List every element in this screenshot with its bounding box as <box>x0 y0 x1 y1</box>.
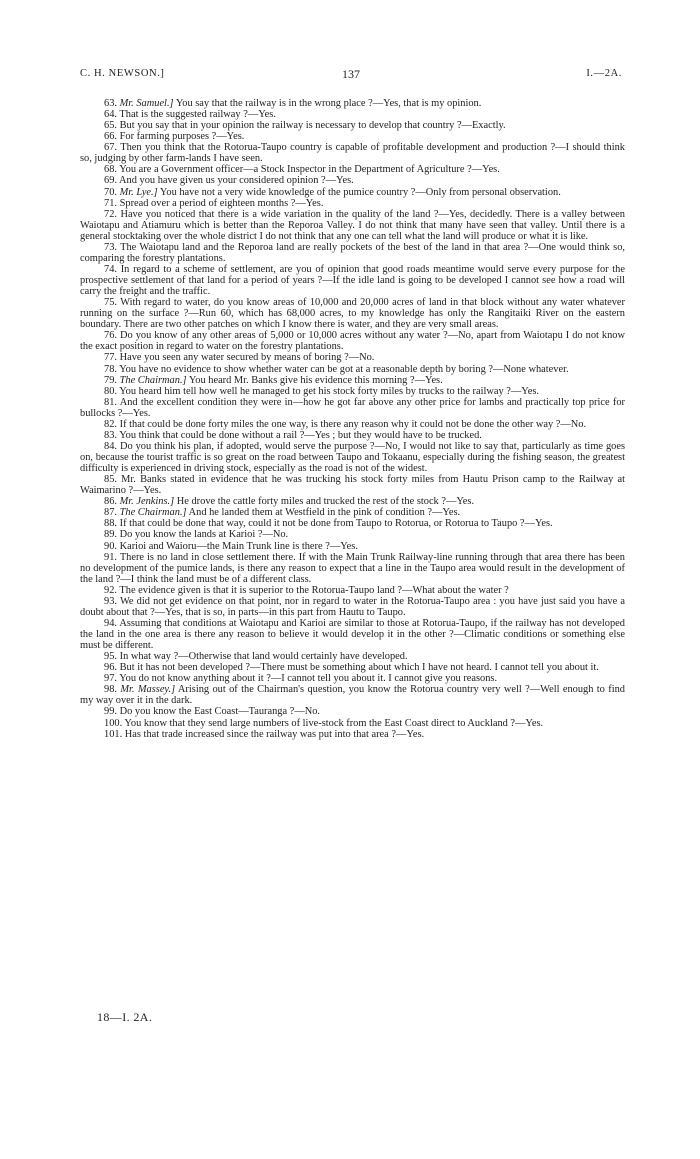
qa-text: You are a Government officer—a Stock Inspector in the Department of Agriculture ?—Yes. <box>119 164 500 176</box>
qa-entry <box>80 729 625 740</box>
qa-text: You have not a very wide knowledge of the pumice country ?—Only from personal observation. <box>159 186 561 198</box>
qa-text: Do you know the East Coast—Tauranga ?—No. <box>119 706 321 718</box>
qa-entry <box>80 706 625 717</box>
question-number: 72. <box>104 208 117 220</box>
question-number: 93. <box>104 595 117 607</box>
qa-entry <box>80 364 625 375</box>
qa-text: Do you know the lands at Karioi ?—No. <box>119 529 289 541</box>
qa-text: You heard Mr. Banks give his evidence this morning ?—Yes. <box>188 374 443 386</box>
qa-text: Spread over a period of eighteen months ?—Yes. <box>119 197 324 209</box>
question-number: 95. <box>104 651 117 663</box>
qa-entry <box>80 662 625 673</box>
page-number: 137 <box>342 67 360 81</box>
question-number: 90. <box>104 540 117 552</box>
qa-text: With regard to water, do you know areas of 10,000 and 20,000 acres of land in that block without any water whatever running on the surface ?—Run 60, which has 68,000 acres, to my knowledge has only the Rangitaiki River on the eastern boundary. There are two other patches on which I know there is water, and they are very small areas. <box>80 297 625 331</box>
qa-entry <box>80 541 625 552</box>
speaker-name: The Chairman.] <box>119 374 187 386</box>
qa-entry <box>80 397 625 419</box>
qa-entry <box>80 718 625 729</box>
qa-text: You say that the railway is in the wrong place ?—Yes, that is my opinion. <box>175 98 482 109</box>
qa-text: That is the suggested railway ?—Yes. <box>119 109 276 121</box>
qa-text: Karioi and Waioru—the Main Trunk line is there ?—Yes. <box>119 540 358 552</box>
question-number: 66. <box>104 131 117 143</box>
qa-text: You know that they send large numbers of live-stock from the East Coast direct to Auckland ?—Yes. <box>124 717 544 729</box>
qa-entry <box>80 242 625 264</box>
qa-entry <box>80 507 625 518</box>
qa-text: The Waiotapu land and the Reporoa land are really pockets of the best of the land in that area ?—One would think so, comparing the forestry plantations. <box>80 241 625 264</box>
qa-text: He drove the cattle forty miles and trucked the rest of the stock ?—Yes. <box>176 496 475 508</box>
question-number: 80. <box>104 385 117 397</box>
question-number: 88. <box>104 518 117 530</box>
qa-entry <box>80 441 625 474</box>
qa-entry <box>80 552 625 585</box>
qa-text: Do you know of any other areas of 5,000 or 10,000 acres without any water ?—No, apart from Waiotapu I do not know the exact position in regard to water on the forestry plantations. <box>80 330 625 353</box>
qa-entry <box>80 529 625 540</box>
question-number: 101. <box>104 728 123 740</box>
qa-text: In what way ?—Otherwise that land would certainly have developed. <box>119 651 408 663</box>
question-number: 81. <box>104 396 117 408</box>
qa-text: There is no land in close settlement there. If with the Main Trunk Railway-line running through that area there has been no development of the pumice lands, is there any reason to expect that a line in the Taupo area would result in the development of the land ?—I think the land must be of a different class. <box>80 551 625 585</box>
qa-entry <box>80 142 625 164</box>
question-number: 86. <box>104 496 117 508</box>
speaker-name: Mr. Samuel.] <box>119 98 174 109</box>
qa-entry <box>80 175 625 186</box>
question-number: 67. <box>104 142 117 154</box>
qa-text: And the excellent condition they were in—how he got far above any other price for lambs and practically top price for bullocks ?—Yes. <box>80 396 625 419</box>
page-header <box>80 68 622 82</box>
qa-entry <box>80 264 625 297</box>
qa-entry <box>80 496 625 507</box>
qa-text: Then you think that the Rotorua-Taupo country is capable of profitable development and production ?—I should think so, judging by other farm-lands I have seen. <box>80 142 625 165</box>
question-number: 87. <box>104 507 117 519</box>
qa-text: For farming purposes ?—Yes. <box>119 131 245 143</box>
qa-entry <box>80 98 625 109</box>
question-number: 84. <box>104 440 117 452</box>
qa-entry <box>80 474 625 496</box>
question-number: 97. <box>104 673 117 685</box>
question-number: 94. <box>104 617 117 629</box>
question-number: 68. <box>104 164 117 176</box>
qa-text: But it has not been developed ?—There must be something about which I have not heard. I cannot tell you about it. <box>119 662 599 674</box>
question-number: 74. <box>104 263 117 275</box>
question-number: 85. <box>104 474 117 486</box>
qa-text: If that could be done that way, could it not be done from Taupo to Rotorua, or Rotorua to Taupo ?—Yes. <box>119 518 553 530</box>
qa-entry <box>80 596 625 618</box>
question-number: 78. <box>104 363 117 375</box>
qa-entry <box>80 109 625 120</box>
qa-text: Assuming that conditions at Waiotapu and Karioi are similar to those at Rotorua-Taupo, if the railway has not developed the land in the one area is there any reason to believe it would develop it in the other ?—Climatic conditions or something else must be different. <box>80 617 625 652</box>
question-number: 69. <box>104 175 117 187</box>
qa-text: Mr. Banks stated in evidence that he was trucking his stock forty miles from Hautu Prison camp to the Railway at Waimarino ?—Yes. <box>80 474 625 497</box>
question-number: 83. <box>104 429 117 441</box>
qa-text: You heard him tell how well he managed to get his stock forty miles by trucks to the railway ?—Yes. <box>119 385 540 397</box>
qa-text: Do you think his plan, if adopted, would serve the purpose ?—No, I would not like to say that, particularly as time goes on, because the tourist traffic is so great on the road between Taupo and Tokaanu, especially during the fishing season, the greatest difficulty is experienced in driving stock, especially as the road is not of the widest. <box>80 440 625 475</box>
qa-entry <box>80 209 625 242</box>
qa-entry <box>80 618 625 651</box>
speaker-name: Mr. Lye.] <box>119 186 158 198</box>
question-number: 89. <box>104 529 117 541</box>
qa-entry <box>80 684 625 706</box>
signature-mark: 18—I. 2A. <box>97 1010 153 1024</box>
qa-text: But you say that in your opinion the railway is necessary to develop that country ?—Exactly. <box>119 120 506 132</box>
question-number: 98. <box>104 684 117 696</box>
evidence-body <box>80 98 625 740</box>
question-number: 76. <box>104 330 117 342</box>
qa-entry <box>80 120 625 131</box>
speaker-name: Mr. Jenkins.] <box>119 496 175 508</box>
qa-entry <box>80 330 625 352</box>
qa-text: And you have given us your considered opinion ?—Yes. <box>119 175 354 187</box>
qa-entry <box>80 585 625 596</box>
qa-text: We did not get evidence on that point, nor in regard to water in the Rotorua-Taupo area : you have just said you have a doubt about that ?—Yes, that is so, in parts—in this part from Hautu to Taupo. <box>80 595 625 618</box>
question-number: 79. <box>104 374 117 386</box>
question-number: 71. <box>104 197 117 209</box>
question-number: 99. <box>104 706 117 718</box>
question-number: 73. <box>104 241 117 253</box>
qa-text: You think that could be done without a rail ?—Yes ; but they would have to be trucked. <box>119 429 482 441</box>
qa-text: Has that trade increased since the railway was put into that area ?—Yes. <box>124 728 425 740</box>
qa-entry <box>80 386 625 397</box>
qa-text: You have no evidence to show whether water can be got at a reasonable depth by boring ?—None whatever. <box>119 363 569 375</box>
qa-text: Arising out of the Chairman's question, you know the Rotorua country very well ?—Well enough to find my way over it in the dark. <box>80 684 625 707</box>
header-witness-name: C. H. NEWSON.] <box>80 68 165 79</box>
question-number: 63. <box>104 98 117 109</box>
qa-text: And he landed them at Westfield in the pink of condition ?—Yes. <box>188 507 461 519</box>
question-number: 64. <box>104 109 117 121</box>
qa-text: Have you seen any water secured by means of boring ?—No. <box>119 352 375 364</box>
qa-text: You do not know anything about it ?—I cannot tell you about it. I cannot give you reasons. <box>119 673 498 685</box>
qa-entry <box>80 651 625 662</box>
qa-text: In regard to a scheme of settlement, are you of opinion that good roads meantime would serve every purpose for the prospective settlement of that land for a period of years ?—If the idle land is going to be developed I cannot see how a road will carry the freight and the traffic. <box>80 263 625 298</box>
question-number: 100. <box>104 717 123 729</box>
question-number: 70. <box>104 186 117 198</box>
speaker-name: The Chairman.] <box>119 507 187 519</box>
question-number: 75. <box>104 297 117 309</box>
qa-text: The evidence given is that it is superior to the Rotorua-Taupo land ?—What about the water ? <box>119 584 509 596</box>
qa-entry <box>80 430 625 441</box>
qa-entry <box>80 518 625 529</box>
qa-text: Have you noticed that there is a wide variation in the quality of the land ?—Yes, decidedly. There is a valley between Waiotapu and Atiamuru which is better than the Reporoa Valley. I do not think that many have seen that valley. Until there is a general stocktaking over the whole district I do not think that any one can tell what the land will produce or what it is like. <box>80 208 625 242</box>
qa-entry <box>80 419 625 430</box>
question-number: 65. <box>104 120 117 132</box>
qa-entry <box>80 131 625 142</box>
question-number: 82. <box>104 418 117 430</box>
qa-entry <box>80 187 625 198</box>
question-number: 96. <box>104 662 117 674</box>
question-number: 91. <box>104 551 117 563</box>
question-number: 92. <box>104 584 117 596</box>
qa-entry <box>80 297 625 330</box>
qa-text: If that could be done forty miles the one way, is there any reason why it could not be done the other way ?—No. <box>119 418 587 430</box>
qa-entry <box>80 352 625 363</box>
qa-entry <box>80 198 625 209</box>
speaker-name: Mr. Massey.] <box>120 684 176 696</box>
header-paper-ref: I.—2A. <box>586 68 622 79</box>
question-number: 77. <box>104 352 117 364</box>
qa-entry <box>80 375 625 386</box>
qa-entry <box>80 673 625 684</box>
qa-entry <box>80 164 625 175</box>
